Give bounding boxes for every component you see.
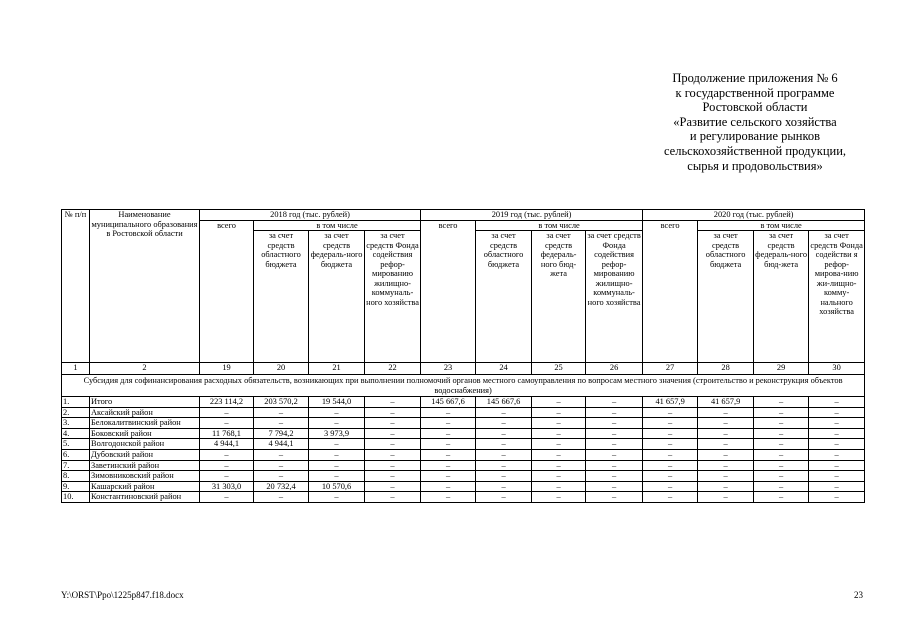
value-cell: – (586, 471, 643, 482)
value-cell: – (532, 471, 586, 482)
value-cell: – (698, 449, 754, 460)
heading-line: «Развитие сельского хозяйства (673, 114, 837, 129)
value-cell: – (532, 492, 586, 503)
district-name: Кашарский район (90, 481, 200, 492)
col-header-number: № п/п (62, 210, 90, 363)
value-cell: – (421, 418, 476, 429)
value-cell: – (309, 492, 365, 503)
section-banner: Субсидия для софинансирования расходных обязательств, возникающих при выполнении полномочий органов местного самоуправления по вопросам местного значения (строительство и реконструкция объектов водоснабжения) (62, 375, 865, 397)
value-cell: – (365, 407, 421, 418)
column-number-cell: 30 (809, 363, 865, 375)
total-header: всего (421, 220, 476, 363)
year-header: 2018 год (тыс. рублей) (200, 210, 421, 221)
value-cell: – (586, 407, 643, 418)
value-cell: – (532, 397, 586, 408)
source-header: за счет средств федераль-ного бюд-жета (532, 231, 586, 363)
row-number: 5. (62, 439, 90, 450)
subsidy-table (61, 209, 865, 503)
value-cell: – (698, 418, 754, 429)
value-cell: 19 544,0 (309, 397, 365, 408)
value-cell: – (476, 439, 532, 450)
page-number: 23 (854, 590, 863, 600)
value-cell: – (754, 397, 809, 408)
source-header: за счет средств Фонда содействи я рефор-мирова-нию жи-лищно-комму-нального хозяйства (809, 231, 865, 363)
value-cell: – (532, 449, 586, 460)
district-name: Константиновский район (90, 492, 200, 503)
value-cell: – (200, 449, 254, 460)
value-cell: – (643, 407, 698, 418)
value-cell: – (421, 407, 476, 418)
source-header: за счет средств Фонда содействия рефор-мированию жилищно-коммуналь-ного хозяйства (586, 231, 643, 363)
value-cell: – (643, 460, 698, 471)
column-number-cell: 29 (754, 363, 809, 375)
row-number: 10. (62, 492, 90, 503)
value-cell: 3 973,9 (309, 428, 365, 439)
table-row (62, 439, 865, 450)
value-cell: – (254, 449, 309, 460)
value-cell: – (643, 418, 698, 429)
heading-line: и регулирование рынков (689, 129, 821, 144)
year-header: 2020 год (тыс. рублей) (643, 210, 865, 221)
value-cell: – (754, 407, 809, 418)
value-cell: – (309, 471, 365, 482)
value-cell: – (365, 418, 421, 429)
table-row (62, 471, 865, 482)
source-header: за счет средств областного бюджета (254, 231, 309, 363)
file-path: Y:\ORST\Ppo\1225p847.f18.docx (61, 590, 184, 600)
value-cell: – (365, 449, 421, 460)
value-cell: – (698, 492, 754, 503)
district-name: Дубовский район (90, 449, 200, 460)
column-number-cell: 23 (421, 363, 476, 375)
heading-line: сырья и продовольствия» (687, 158, 823, 173)
value-cell: – (309, 449, 365, 460)
value-cell: 11 768,1 (200, 428, 254, 439)
value-cell: – (809, 428, 865, 439)
column-number-cell: 26 (586, 363, 643, 375)
value-cell: – (586, 397, 643, 408)
value-cell: – (698, 471, 754, 482)
value-cell: – (754, 471, 809, 482)
row-number: 1. (62, 397, 90, 408)
value-cell: – (698, 428, 754, 439)
heading-line: сельскохозяйственной продукции, (663, 143, 847, 158)
value-cell: – (809, 471, 865, 482)
value-cell: – (200, 460, 254, 471)
year-header: 2019 год (тыс. рублей) (421, 210, 643, 221)
table-row (62, 397, 865, 408)
value-cell: 20 732,4 (254, 481, 309, 492)
value-cell: – (421, 471, 476, 482)
value-cell: – (365, 481, 421, 492)
column-number-cell: 19 (200, 363, 254, 375)
value-cell: – (643, 492, 698, 503)
value-cell: – (365, 439, 421, 450)
table-row (62, 407, 865, 418)
value-cell: – (254, 460, 309, 471)
district-name: Боковский район (90, 428, 200, 439)
value-cell: – (532, 418, 586, 429)
value-cell: – (365, 397, 421, 408)
value-cell: – (476, 492, 532, 503)
value-cell: – (809, 460, 865, 471)
column-number-row (62, 363, 865, 375)
header-row-years (62, 210, 865, 221)
value-cell: – (754, 418, 809, 429)
value-cell: – (200, 471, 254, 482)
source-header: за счет средств Фонда содействия рефор-мированию жилищно-коммуналь-ного хозяйства (365, 231, 421, 363)
value-cell: – (754, 492, 809, 503)
value-cell: – (421, 460, 476, 471)
value-cell: – (365, 460, 421, 471)
column-number-cell: 21 (309, 363, 365, 375)
source-header: за счет средств областного бюджета (698, 231, 754, 363)
district-name: Волгодонской район (90, 439, 200, 450)
table-row (62, 428, 865, 439)
value-cell: 10 570,6 (309, 481, 365, 492)
value-cell: – (421, 481, 476, 492)
district-name: Аксайский район (90, 407, 200, 418)
including-header: в том числе (476, 220, 643, 231)
value-cell: – (476, 449, 532, 460)
value-cell: – (476, 407, 532, 418)
value-cell: 4 944,1 (254, 439, 309, 450)
row-number: 9. (62, 481, 90, 492)
table-row (62, 460, 865, 471)
value-cell: – (754, 460, 809, 471)
value-cell: – (476, 460, 532, 471)
value-cell: – (643, 481, 698, 492)
row-number: 3. (62, 418, 90, 429)
total-header: всего (643, 220, 698, 363)
value-cell: – (643, 449, 698, 460)
value-cell: – (254, 418, 309, 429)
column-number-cell: 25 (532, 363, 586, 375)
value-cell: – (365, 492, 421, 503)
value-cell: – (476, 418, 532, 429)
total-header: всего (200, 220, 254, 363)
value-cell: – (200, 492, 254, 503)
value-cell: – (254, 471, 309, 482)
value-cell: – (754, 449, 809, 460)
banner-row (62, 375, 865, 397)
value-cell: – (532, 439, 586, 450)
heading-line: к государственной программе (675, 85, 835, 100)
value-cell: – (809, 418, 865, 429)
value-cell: – (698, 460, 754, 471)
value-cell: 4 944,1 (200, 439, 254, 450)
source-header: за счет средств областного бюджета (476, 231, 532, 363)
value-cell: 7 794,2 (254, 428, 309, 439)
value-cell: – (754, 428, 809, 439)
value-cell: – (809, 407, 865, 418)
value-cell: 145 667,6 (476, 397, 532, 408)
value-cell: 145 667,6 (421, 397, 476, 408)
value-cell: – (200, 418, 254, 429)
district-name: Итого (90, 397, 200, 408)
value-cell: – (421, 428, 476, 439)
value-cell: – (754, 481, 809, 492)
column-number-cell: 1 (62, 363, 90, 375)
value-cell: – (476, 471, 532, 482)
heading-line: Ростовской области (702, 100, 808, 115)
district-name: Белокалитвинский район (90, 418, 200, 429)
document-heading (600, 71, 905, 173)
value-cell: – (254, 407, 309, 418)
value-cell: 41 657,9 (698, 397, 754, 408)
value-cell: – (586, 428, 643, 439)
value-cell: – (586, 439, 643, 450)
value-cell: – (476, 481, 532, 492)
table-row (62, 492, 865, 503)
row-number: 7. (62, 460, 90, 471)
value-cell: – (586, 492, 643, 503)
value-cell: – (754, 439, 809, 450)
value-cell: – (643, 439, 698, 450)
value-cell: – (809, 439, 865, 450)
value-cell: – (476, 428, 532, 439)
table-row (62, 418, 865, 429)
value-cell: 223 114,2 (200, 397, 254, 408)
value-cell: – (532, 481, 586, 492)
value-cell: – (586, 460, 643, 471)
value-cell: – (309, 439, 365, 450)
source-header: за счет средств федераль-ного бюд-жета (754, 231, 809, 363)
including-header: в том числе (254, 220, 421, 231)
column-number-cell: 27 (643, 363, 698, 375)
value-cell: 31 303,0 (200, 481, 254, 492)
value-cell: – (698, 439, 754, 450)
value-cell: – (309, 460, 365, 471)
row-number: 4. (62, 428, 90, 439)
value-cell: – (532, 428, 586, 439)
value-cell: – (809, 492, 865, 503)
column-number-cell: 2 (90, 363, 200, 375)
value-cell: – (421, 449, 476, 460)
col-header-name: Наименование муниципального образования в Ростовской области (90, 210, 200, 363)
value-cell: – (200, 407, 254, 418)
value-cell: – (698, 481, 754, 492)
column-number-cell: 20 (254, 363, 309, 375)
value-cell: 41 657,9 (643, 397, 698, 408)
row-number: 8. (62, 471, 90, 482)
value-cell: – (532, 460, 586, 471)
row-number: 2. (62, 407, 90, 418)
value-cell: – (643, 428, 698, 439)
table-row (62, 481, 865, 492)
value-cell: – (365, 471, 421, 482)
value-cell: – (309, 407, 365, 418)
source-header: за счет средств федераль-ного бюджета (309, 231, 365, 363)
value-cell: – (254, 492, 309, 503)
table-row (62, 449, 865, 460)
value-cell: – (532, 407, 586, 418)
value-cell: – (643, 471, 698, 482)
including-header: в том числе (698, 220, 865, 231)
value-cell: – (365, 428, 421, 439)
value-cell: 203 570,2 (254, 397, 309, 408)
district-name: Зимовниковский район (90, 471, 200, 482)
column-number-cell: 22 (365, 363, 421, 375)
value-cell: – (586, 418, 643, 429)
value-cell: – (421, 492, 476, 503)
value-cell: – (809, 481, 865, 492)
value-cell: – (309, 418, 365, 429)
column-number-cell: 28 (698, 363, 754, 375)
value-cell: – (809, 449, 865, 460)
value-cell: – (586, 449, 643, 460)
value-cell: – (586, 481, 643, 492)
value-cell: – (698, 407, 754, 418)
value-cell: – (421, 439, 476, 450)
column-number-cell: 24 (476, 363, 532, 375)
district-name: Заветинский район (90, 460, 200, 471)
heading-line: Продолжение приложения № 6 (672, 71, 838, 85)
value-cell: – (809, 397, 865, 408)
row-number: 6. (62, 449, 90, 460)
